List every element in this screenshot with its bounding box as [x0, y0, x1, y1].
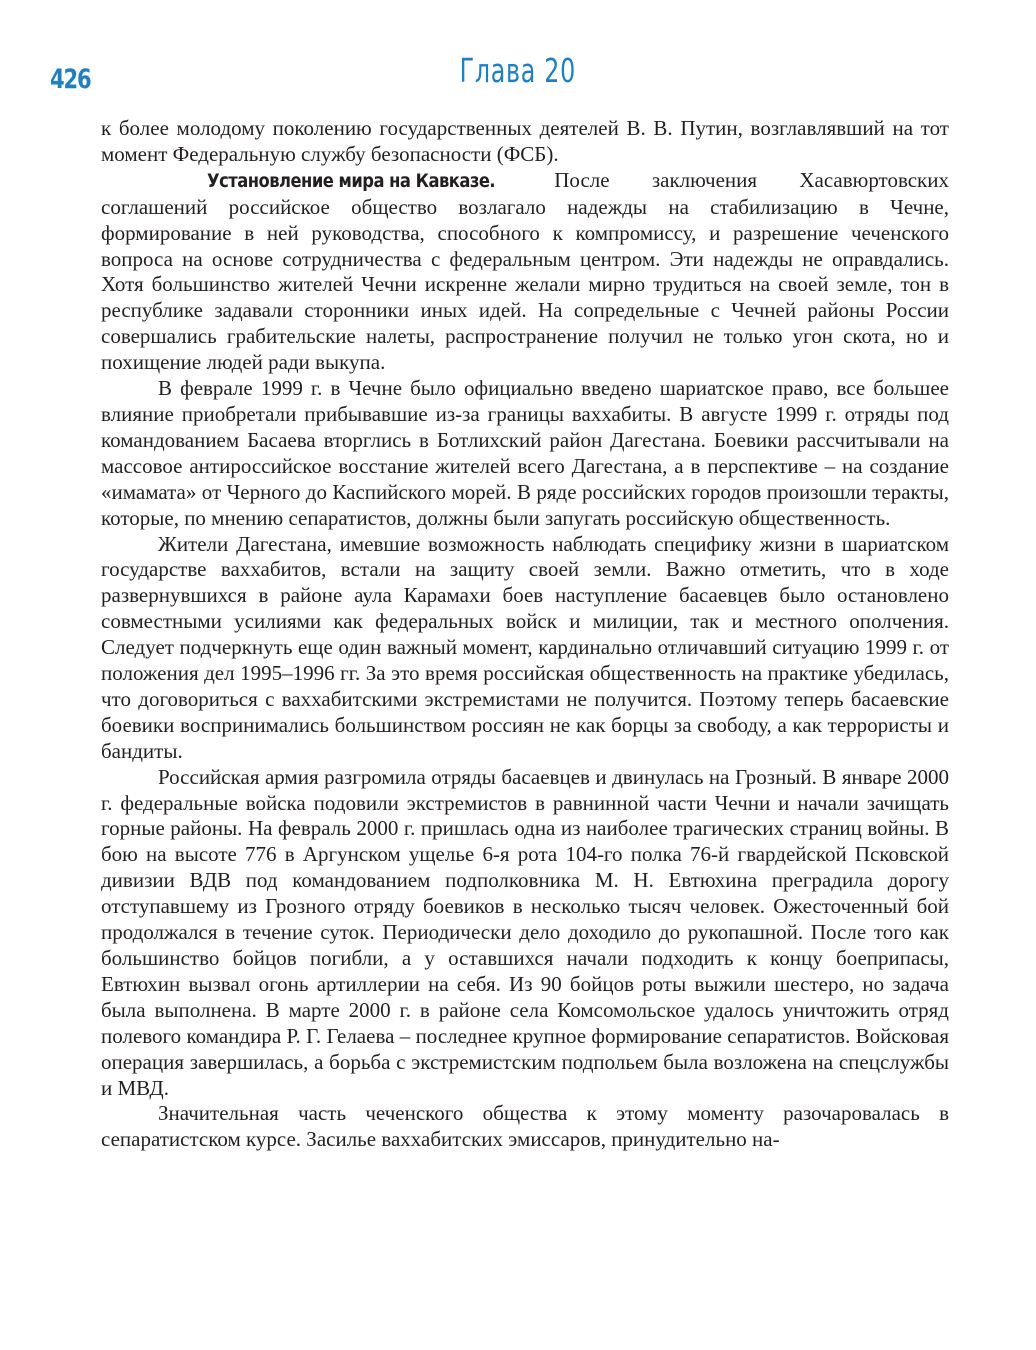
page-number: 426 [50, 64, 91, 95]
paragraph-text: После заключения Хасавюртовских соглашений российское общество возлагало надежды на стабилизацию в Чечне, формирование в ней руководства, способного к компромиссу, и разрешение чеченского вопроса на основе сотрудничества с федеральным центром. Эти надежды не оправдались. Хотя большинство жителей Чечни искренне желали мирно трудиться на своей земле, тон в республике задавали сторонники иных идей. На сопредельные с Чечней районы России совершались грабительские налеты, распространение получил не только угон скота, но и похищение людей ради выкупа. [101, 167, 949, 375]
section-heading: Установление мира на Кавказе. [207, 169, 496, 192]
chapter-title-text: Глава 20 [459, 51, 577, 90]
paragraph: Жители Дагестана, имевшие возможность наблюдать специфику жизни в шариатском государстве ваххабитов, встали на защиту своей земли. Важно отметить, что в ходе развернувшихся в районе аула Карамахи боев наступление басаевцев было остановлено совместными усилиями как федеральных войск и милиции, так и местного ополчения. Следует подчеркнуть еще один важный момент, кардинально отличавший ситуацию 1999 г. от положения дел 1995–1996 гг. За это время российская общественность на практике убедилась, что договориться с ваххабитскими экстремистами не получится. Поэтому теперь басаевские боевики воспринимались большинством россиян не как борцы за свободу, а как террористы и бандиты. [101, 531, 949, 763]
paragraph: Значительная часть чеченского общества к этому моменту разочаровалась в сепаратистском курсе. Засилье ваххабитских эмиссаров, принудительно на- [101, 1101, 949, 1152]
paragraph: к более молодому поколению государственных деятелей В. В. Путин, возглавлявший на тот момент Федеральную службу безопасности (ФСБ). [101, 116, 949, 166]
chapter-title [0, 51, 1036, 90]
body-text [101, 116, 949, 1153]
paragraph: В феврале 1999 г. в Чечне было официально введено шариатское право, все большее влияние приобретали прибывавшие из-за границы ваххабиты. В августе 1999 г. отряды под командованием Басаева вторглись в Ботлихский район Дагестана. Боевики рассчитывали на массовое антироссийское восстание жителей всего Дагестана, а в перспективе – на создание «имамата» от Черного до Каспийского морей. В ряде российских городов произошли теракты, которые, по мнению сепаратистов, должны были запугать российскую общественность. [101, 376, 949, 530]
paragraph-section [101, 168, 949, 376]
paragraph: Российская армия разгромила отряды басаевцев и двинулась на Грозный. В январе 2000 г. федеральные войска подовили экстремистов в равнинной части Чечни и начали зачищать горные районы. На февраль 2000 г. пришлась одна из наиболее трагических страниц войны. В бою на высоте 776 в Аргунском ущелье 6-я рота 104-го полка 76-й гвардейской Псковской дивизии ВДВ под командованием подполковника М. Н. Евтюхина преградила дорогу отступавшему из Грозного отряду боевиков в несколько тысяч человек. Ожесточенный бой продолжался в течение суток. Периодически дело доходило до рукопашной. После того как большинство бойцов погибли, а у оставшихся начали подходить к концу боеприпасы, Евтюхин вызвал огонь артиллерии на себя. Из 90 бойцов роты выжили шестеро, но задача была выполнена. В марте 2000 г. в районе села Комсомольское удалось уничтожить отряд полевого командира Р. Г. Гелаева – последнее крупное формирование сепаратистов. Войсковая операция завершилась, а борьба с экстремистским подпольем была возложена на спецслужбы и МВД. [101, 764, 949, 1100]
